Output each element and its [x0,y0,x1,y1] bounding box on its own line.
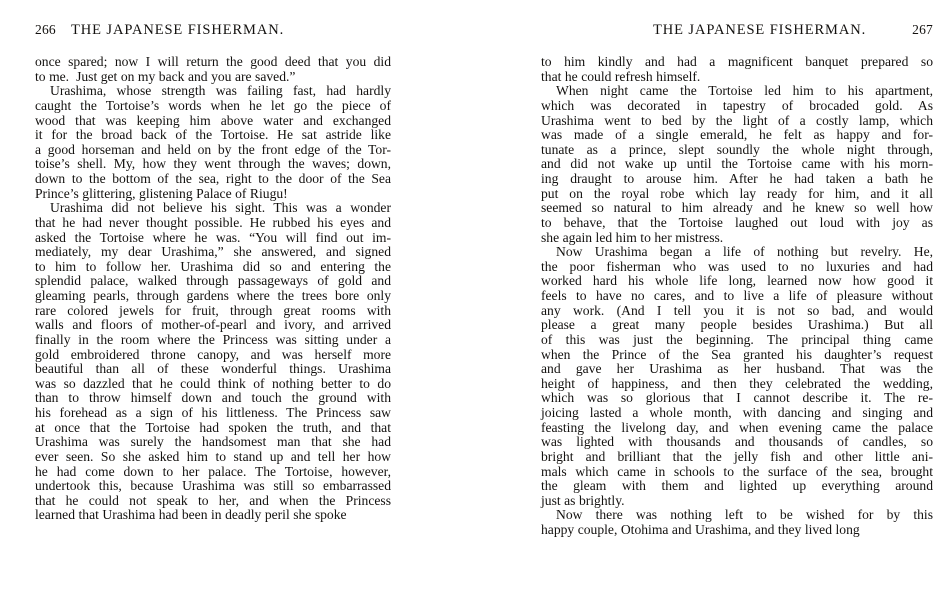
text-line: at once that the Tortoise had spoken the truth, and that [35,419,391,435]
text-line: down to the bottom of the sea, right to the door of the Sea [35,171,391,186]
text-line: it for the broad back of the Tortoise. He sat astride like [35,127,391,143]
text-line: height of happiness, and then they celebrated the wedding, [541,375,933,391]
text-line: tunate as a prince, slept soundly the whole night through, [541,141,933,157]
text-line: finally in the room where the Princess was sitting under a [35,331,391,347]
running-head-right [541,21,933,39]
paragraph [541,84,933,245]
text-line: Prince’s glittering, glistening Palace of Riugu! [35,185,288,201]
text-line: please a great many people besides Urashima.) But all [541,317,933,333]
paragraph [541,245,933,508]
text-line: bright and brilliant that the jelly fish and other little ani- [541,448,933,464]
text-line: was so dazzled that he could think of nothing better to do [35,375,391,391]
text-line: and gave her Urashima as her husband. That was the [541,361,933,377]
paragraph [541,55,933,84]
text-line: splendid palace, walked through passageways of gold and [35,273,391,289]
text-line: gold embroidered throne canopy, and was herself more [35,346,391,362]
text-line: undertook this, because Urashima was still so embarrassed [35,478,391,494]
text-line: ever seen. So she asked him to stand up and tell her how [35,448,391,464]
text-line: Urashima went to bed by the light of a costly lamp, which [541,112,933,128]
text-column-left [35,55,391,523]
text-line: put on the royal robe which lay ready for him, and it all [541,185,933,201]
text-line: she again led him to her mistress. [541,229,724,245]
text-line: Now Urashima began a life of nothing but revelry. He, [556,244,933,260]
text-line: that he had never thought possible. He rubbed his eyes and [35,214,391,230]
text-line: once spared; now I will return the good deed that you did [35,54,391,69]
text-line: just as brightly. [541,492,625,508]
text-line: to him kindly and had a magnificent banquet prepared so [541,54,933,69]
text-line: happy couple, Otohima and Urashima, and they lived long [541,522,860,537]
paragraph [35,84,391,201]
text-line: Urashima was surely the handsomest man that she had [35,434,391,450]
paragraph [35,201,391,523]
text-line: the gleam with them and lighted up everything around [541,478,933,494]
text-line: rare colored jewels for fruit, through great rooms with [35,302,391,318]
text-line: feels to have no cares, and to live a life of pleasure without [541,288,933,303]
text-line: Now there was nothing left to be wished for by this [556,507,933,523]
running-head-left [35,21,391,39]
text-line: was lighted with thousands and thousands of candles, so [541,434,933,450]
text-line: gleaming pearls, through gardens where the trees bore only [35,288,391,303]
text-line: than to throw himself down and touch the ground with [35,390,391,406]
text-line: When night came the Tortoise led him to his apartment, [556,83,933,99]
text-line: asked the Tortoise where he was. “You will find out im- [35,229,391,245]
text-line: mediately, my dear Urashima,” she answered, and signed [35,244,391,260]
text-line: Urashima did not believe his sight. This was a wonder [50,200,391,216]
text-line: of this was just the beginning. The principal thing came [541,331,933,347]
text-line: to him to follow her. Urashima did so and entering the [35,258,391,274]
text-line: caught the Tortoise’s words when he let go the piece of [35,97,391,113]
page-folio-right: 267 [912,22,933,37]
text-line: to behave, that the Tortoise laughed out loud with joy as [541,214,933,230]
text-line: walls and floors of mother-of-pearl and ivory, and arrived [35,317,391,333]
text-line: any work. (And I tell you it is not so bad, and would [541,302,933,318]
text-line: and did not wake up until the Tortoise came with his morn- [541,156,933,172]
text-line: beautiful than all of these wonderful things. Urashima [35,361,391,377]
running-title-left: THE JAPANESE FISHERMAN. [71,22,285,38]
paragraph [541,508,933,537]
text-line: a good horseman and held on by the front edge of the Tor- [35,141,391,157]
text-column-right [541,55,933,538]
text-line: feasting the livelong day, and when evening came the palace [541,419,933,435]
text-line: which was so glorious that I cannot describe it. The re- [541,390,933,406]
text-line: which was decorated in tapestry of brocaded gold. As [541,97,933,113]
text-line: when the Prince of the Sea granted his daughter’s request [541,346,933,362]
text-line: worked hard his whole life long, learned now how good it [541,273,933,289]
text-line: seemed so natural to him already and he knew so well how [541,200,933,216]
page-folio-left: 266 [35,22,56,37]
text-line: he had come down to her palace. The Tortoise, however, [35,463,391,479]
text-line: his forehead as a sign of his littleness. The Princess saw [35,405,391,420]
text-line: joicing lasted a whole month, with dancing and singing and [541,405,933,420]
text-line: was made of a single emerald, he felt as happy and for- [541,127,933,143]
text-line: that he could not speak to her, and when the Princess [35,492,391,508]
text-line: Urashima, whose strength was failing fast, had hardly [50,83,391,99]
text-line: the poor fisherman who was used to no luxuries and had [541,258,933,274]
text-line: toise’s shell. My, how they went through the waves; down, [35,156,391,172]
running-title-right: THE JAPANESE FISHERMAN. [653,22,867,38]
text-line: learned that Urashima had been in deadly peril she spoke [35,507,347,523]
paragraph [35,55,391,84]
text-line: to me. Just get on my back and you are saved.” [35,68,296,84]
text-line: ing draught to arouse him. After he had taken a bath he [541,171,933,186]
text-line: wood that was keeping him above water and exchanged [35,112,391,128]
text-line: that he could refresh himself. [541,68,701,84]
text-line: mals which came in schools to the surface of the sea, brought [541,463,933,479]
